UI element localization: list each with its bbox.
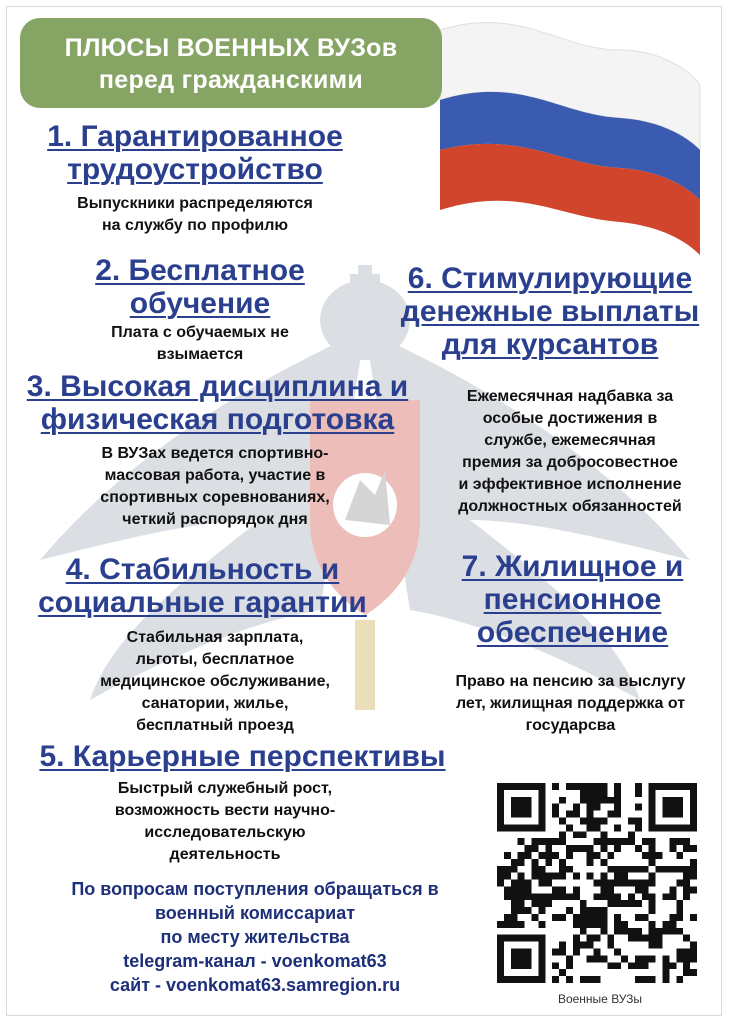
- benefit-6-title: 6. Стимулирующие денежные выплаты для курсантов: [400, 262, 700, 361]
- contact-info: [20, 877, 490, 997]
- benefit-7-title: 7. Жилищное и пенсионное обеспечение: [461, 550, 684, 649]
- title-banner: [20, 18, 442, 108]
- qr-code-icon[interactable]: [497, 783, 697, 983]
- title-line-2: перед гражданскими: [98, 66, 364, 94]
- benefit-2-text: Плата с обучаемых не взымается: [111, 324, 289, 363]
- benefit-3-title: 3. Высокая дисциплина и физическая подготовка: [26, 370, 409, 436]
- benefit-7-text: Право на пенсию за выслугу лет, жилищная поддержка от государсва: [455, 673, 686, 734]
- benefit-5-text: Быстрый служебный рост, возможность вести научно- исследовательскую деятельность: [114, 780, 336, 863]
- title-line-1: ПЛЮСЫ ВОЕННЫХ ВУЗов: [64, 34, 398, 62]
- benefit-3-text: В ВУЗах ведется спортивно- массовая работа, участие в спортивных соревнованиях, четкий распорядок дня: [100, 445, 330, 528]
- contact-line-3: по месту жительства: [160, 927, 350, 947]
- contact-line-1: По вопросам поступления обращаться в: [71, 879, 439, 899]
- site-link[interactable]: сайт - voenkomat63.samregion.ru: [109, 975, 401, 995]
- benefit-5-title: 5. Карьерные перспективы: [39, 740, 446, 773]
- benefit-6-text: Ежемесячная надбавка за особые достижения в службе, ежемесячная премия за добросовестное и эффективное исполнение должностных обязанностей: [458, 388, 682, 515]
- benefit-4-title: 4. Стабильность и социальные гарантии: [38, 553, 367, 619]
- benefit-4-text: Стабильная зарплата, льготы, бесплатное медицинское обслуживание, санатории, жилье, бесплатный проезд: [100, 629, 330, 734]
- benefit-1-title: 1. Гарантированное трудоустройство: [47, 120, 343, 186]
- contact-line-2: военный комиссариат: [154, 903, 356, 923]
- qr-caption: Военные ВУЗы: [557, 992, 643, 1006]
- benefit-2-title: 2. Бесплатное обучение: [95, 254, 305, 320]
- telegram-link[interactable]: telegram-канал - voenkomat63: [123, 951, 387, 971]
- benefit-1-text: Выпускники распределяются на службу по профилю: [77, 195, 313, 234]
